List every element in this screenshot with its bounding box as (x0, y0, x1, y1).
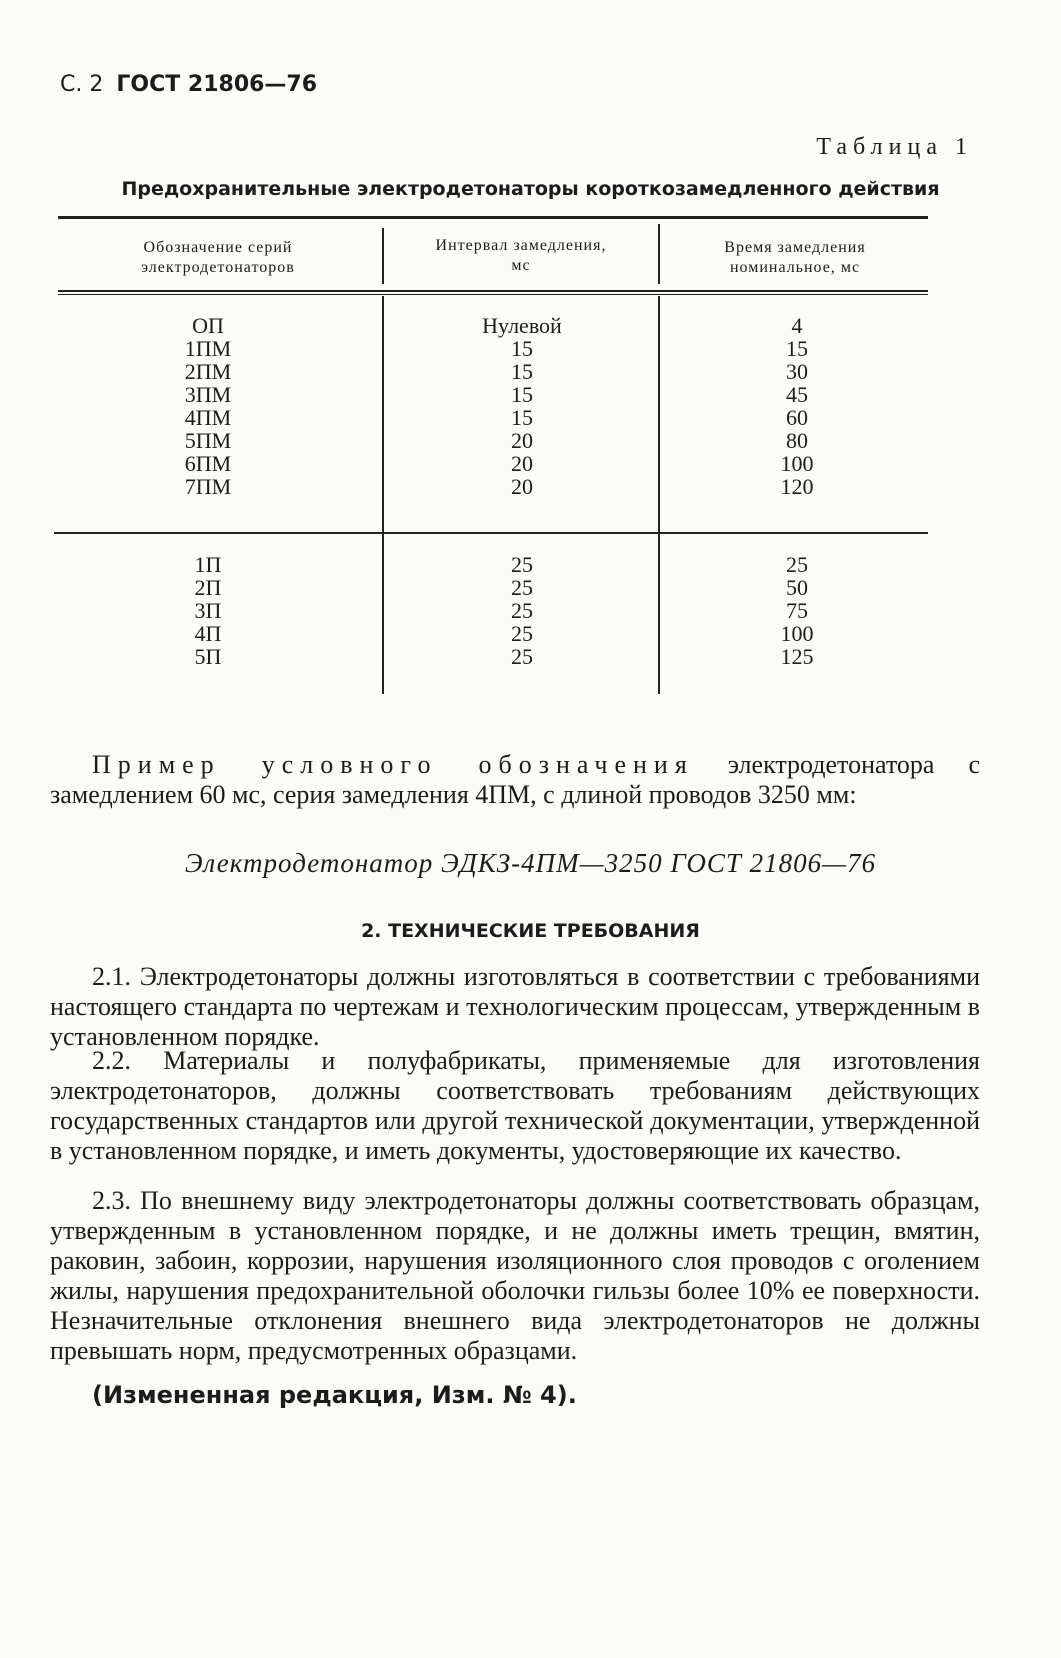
table-cell: 25 (511, 552, 533, 577)
table-cell: 25 (511, 575, 533, 600)
table-cell: 15 (786, 336, 808, 361)
interval-column-group1 (386, 314, 658, 498)
table-divider-1 (382, 228, 384, 284)
example-paragraph (50, 750, 980, 810)
table-header-rule (58, 290, 928, 292)
example-lead: Пример условного обозначения (92, 750, 694, 779)
table-cell: 2П (194, 575, 222, 600)
table-cell: 1П (194, 552, 222, 577)
column-header-time: Время замедления номинальное, мс (724, 239, 866, 276)
table-cell: 7ПМ (184, 474, 232, 499)
table-cell: 15 (511, 359, 533, 384)
table-body-divider-2 (658, 296, 660, 694)
table-cell: Нулевой (482, 313, 562, 338)
page-number: С. 2 (60, 72, 104, 97)
interval-column-group2 (386, 553, 658, 668)
table-cell: 15 (511, 336, 533, 361)
amendment-note: (Измененная редакция, Изм. № 4). (92, 1381, 577, 1409)
table-cell: 20 (511, 451, 533, 476)
table-cell: 25 (511, 621, 533, 646)
table-cell: 3П (194, 598, 222, 623)
section-paragraph-2-3: 2.3. По внешнему виду электродетонаторы должны соответствовать образцам, утвержденным в установленном порядке, и не должны иметь трещин, вмятин, раковин, забоин, коррозии, нарушения изоляционного слоя проводов с оголением жилы, нарушения предохранительной оболочки гильзы более 10% ее поверхности. Незначительные отклонения внешнего вида электродетонаторов не должны превышать норм, предусмотренных образцами. (50, 1186, 980, 1365)
table-cell: 125 (780, 644, 814, 669)
table-cell: 2ПМ (184, 359, 232, 384)
table-cell: 45 (786, 382, 808, 407)
table-cell: 25 (511, 644, 533, 669)
table-cell: 15 (511, 382, 533, 407)
table-cell: 4ПМ (184, 405, 232, 430)
table-cell: 15 (511, 405, 533, 430)
table-cell: 20 (511, 474, 533, 499)
table-cell: 25 (786, 552, 808, 577)
table-group-rule (54, 532, 928, 534)
time-column-group1 (662, 314, 932, 498)
section-paragraph-2-1: 2.1. Электродетонаторы должны изготовляться в соответствии с требованиями настоящего стандарта по чертежам и технологическим процессам, утвержденным в установленном порядке. (50, 962, 980, 1051)
page-header (60, 72, 317, 97)
table-cell: 80 (786, 428, 808, 453)
series-column-group1 (60, 314, 356, 498)
table-cell: 5ПМ (184, 428, 232, 453)
table-cell: 6ПМ (184, 451, 232, 476)
table-title: Предохранительные электродетонаторы короткозамедленного действия (121, 178, 940, 200)
table-cell: 5П (194, 644, 222, 669)
section-paragraph-2-2: 2.2. Материалы и полуфабрикаты, применяемые для изготовления электродетонаторов, должны соответствовать требованиям действующих государственных стандартов или другой технической документации, утвержденной в установленном порядке, и иметь документы, удостоверяющие их качество. (50, 1046, 980, 1165)
table-cell: 1ПМ (184, 336, 232, 361)
table-cell: 75 (786, 598, 808, 623)
example-designation: Электродетонатор ЭДКЗ-4ПМ—3250 ГОСТ 21806—76 (184, 848, 877, 878)
table-cell: 120 (780, 474, 814, 499)
table-body-divider-1 (382, 296, 384, 694)
table-header-rule-2 (58, 294, 928, 295)
table-label: Таблица 1 (816, 134, 973, 160)
series-column-group2 (60, 553, 356, 668)
table-cell: ОП (192, 313, 224, 338)
table-cell: 25 (511, 598, 533, 623)
table-cell: 4 (791, 313, 803, 338)
column-header-series: Обозначение серий электродетонаторов (141, 239, 295, 276)
column-header-interval: Интервал замедления, мс (435, 237, 607, 274)
table-cell: 30 (786, 359, 808, 384)
table-cell: 50 (786, 575, 808, 600)
time-column-group2 (662, 553, 932, 668)
table-divider-2 (658, 224, 660, 284)
section-title: 2. ТЕХНИЧЕСКИЕ ТРЕБОВАНИЯ (361, 920, 700, 942)
table-cell: 100 (780, 451, 814, 476)
table-cell: 20 (511, 428, 533, 453)
table-cell: 60 (786, 405, 808, 430)
standard-number: ГОСТ 21806—76 (116, 72, 318, 97)
table-cell: 4П (194, 621, 222, 646)
table-cell: 100 (780, 621, 814, 646)
table-cell: 3ПМ (184, 382, 232, 407)
table-top-rule (58, 216, 928, 219)
example-text: электродетонатора с замедлением 60 мс, серия замедления 4ПМ, с длиной проводов 3250 мм: (50, 750, 980, 809)
